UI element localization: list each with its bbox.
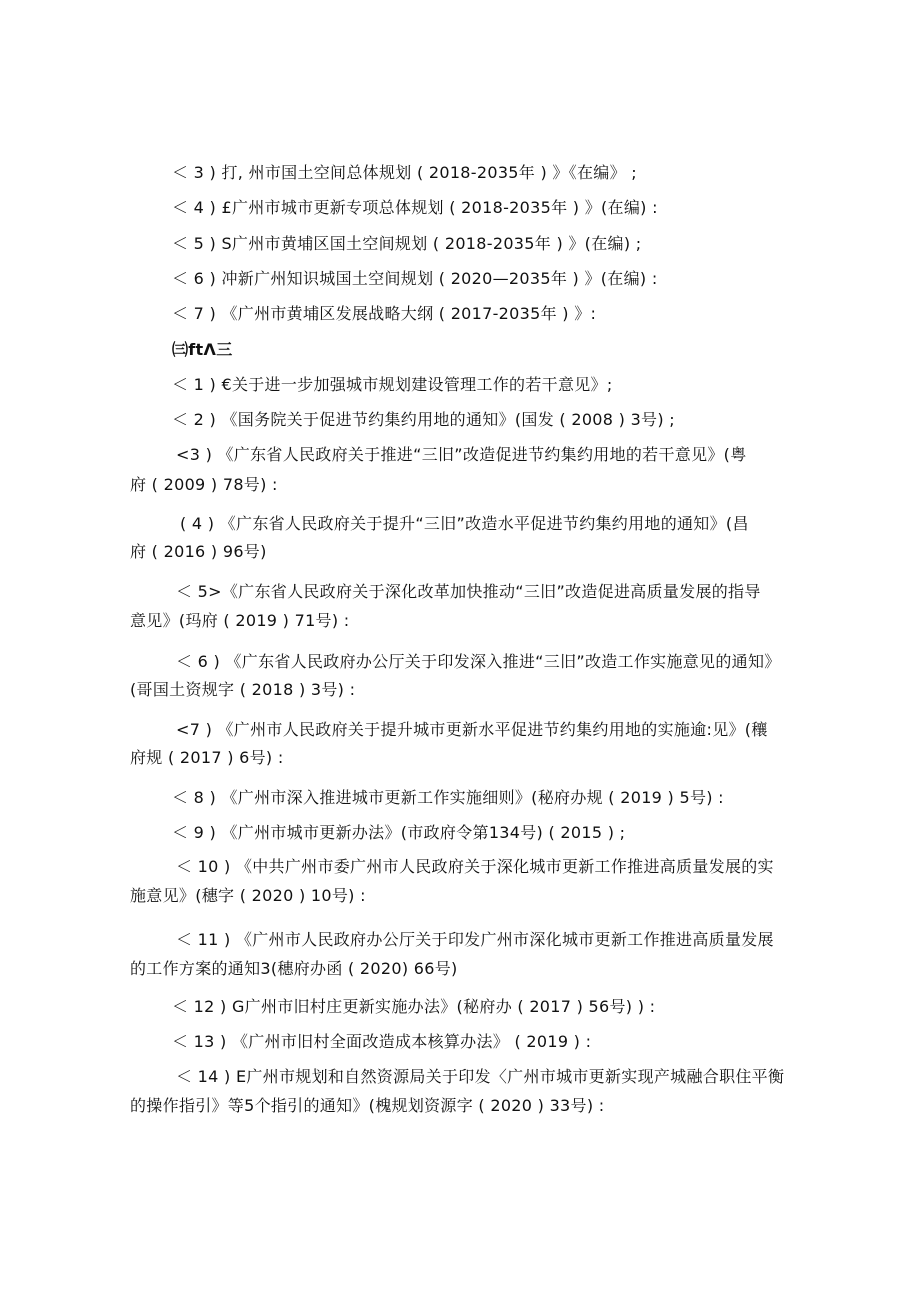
- policy-item-4-line1: ( 4 ) 《广东省人民政府关于提升“三旧”改造水平促进节约集约用地的通知》(昌: [180, 514, 749, 533]
- policy-item-10-line2: 施意见》(穗字 ( 2020 ) 10号) :: [130, 886, 366, 905]
- policy-item-13: ＜ 13 ) 《广州市旧村全面改造成本核算办法》 ( 2019 ) :: [172, 1032, 592, 1051]
- policy-item-11-line1: ＜ 11 ) 《广州市人民政府办公厅关于印发广州市深化城市更新工作推进高质量发展: [176, 930, 774, 949]
- policy-item-9: ＜ 9 ) 《广州市城市更新办法》(市政府令第134号) ( 2015 ) ;: [172, 823, 626, 842]
- policy-item-14-line1: ＜ 14 ) E广州市规划和自然资源局关于印发〈广州市城市更新实现产城融合职住平衡: [176, 1067, 785, 1086]
- policy-item-2: ＜ 2 ) 《国务院关于促进节约集约用地的通知》(国发 ( 2008 ) 3号) ;: [172, 410, 675, 429]
- policy-item-3-line2: 府 ( 2009 ) 78号) :: [130, 475, 278, 494]
- policy-item-7-line2: 府规 ( 2017 ) 6号) :: [130, 748, 284, 767]
- planning-item-4: ＜ 4 ) £广州市城市更新专项总体规划 ( 2018-2035年 ) 》(在编) :: [172, 198, 658, 217]
- policy-item-5-line1: ＜ 5>《广东省人民政府关于深化改革加快推动“三旧”改造促进高质量发展的指导: [176, 582, 761, 601]
- section-heading: ㈢ftΛ三: [172, 340, 233, 359]
- planning-item-7: ＜ 7 ) 《广州市黄埔区发展战略大纲 ( 2017-2035年 ) 》:: [172, 304, 597, 323]
- policy-item-5-line2: 意见》(玛府 ( 2019 ) 71号) :: [130, 611, 350, 630]
- policy-item-4-line2: 府 ( 2016 ) 96号): [130, 542, 267, 561]
- planning-item-6: ＜ 6 ) 冲新广州知识城国土空间规划 ( 2020—2035年 ) 》(在编) :: [172, 269, 658, 288]
- policy-item-12: ＜ 12 ) G广州市旧村庄更新实施办法》(秘府办 ( 2017 ) 56号) ) :: [172, 997, 656, 1016]
- policy-item-6-line2: (哥国土资规字 ( 2018 ) 3号) :: [130, 680, 356, 699]
- planning-item-3: ＜ 3 ) 打, 州市国土空间总体规划 ( 2018-2035年 ) 》《在编》 ;: [172, 163, 637, 182]
- policy-item-11-line2: 的工作方案的通知3(穗府办函 ( 2020) 66号): [130, 959, 458, 978]
- policy-item-10-line1: ＜ 10 ) 《中共广州市委广州市人民政府关于深化城市更新工作推进高质量发展的实: [176, 857, 774, 876]
- policy-item-14-line2: 的操作指引》等5个指引的通知》(槐规划资源字 ( 2020 ) 33号) :: [130, 1096, 605, 1115]
- policy-item-1: ＜ 1 ) €关于进一步加强城市规划建设管理工作的若干意见》;: [172, 375, 613, 394]
- policy-item-6-line1: ＜ 6 ) 《广东省人民政府办公厅关于印发深入推进“三旧”改造工作实施意见的通知》: [176, 652, 781, 671]
- policy-item-3-line1: <3 ) 《广东省人民政府关于推进“三旧”改造促进节约集约用地的若干意见》(粤: [176, 445, 747, 464]
- planning-item-5: ＜ 5 ) S广州市黄埔区国土空间规划 ( 2018-2035年 ) 》(在编) ;: [172, 234, 642, 253]
- policy-item-7-line1: <7 ) 《广州市人民政府关于提升城市更新水平促进节约集约用地的实施逾:见》(穰: [176, 720, 768, 739]
- policy-item-8: ＜ 8 ) 《广州市深入推进城市更新工作实施细则》(秘府办规 ( 2019 ) 5号) :: [172, 788, 724, 807]
